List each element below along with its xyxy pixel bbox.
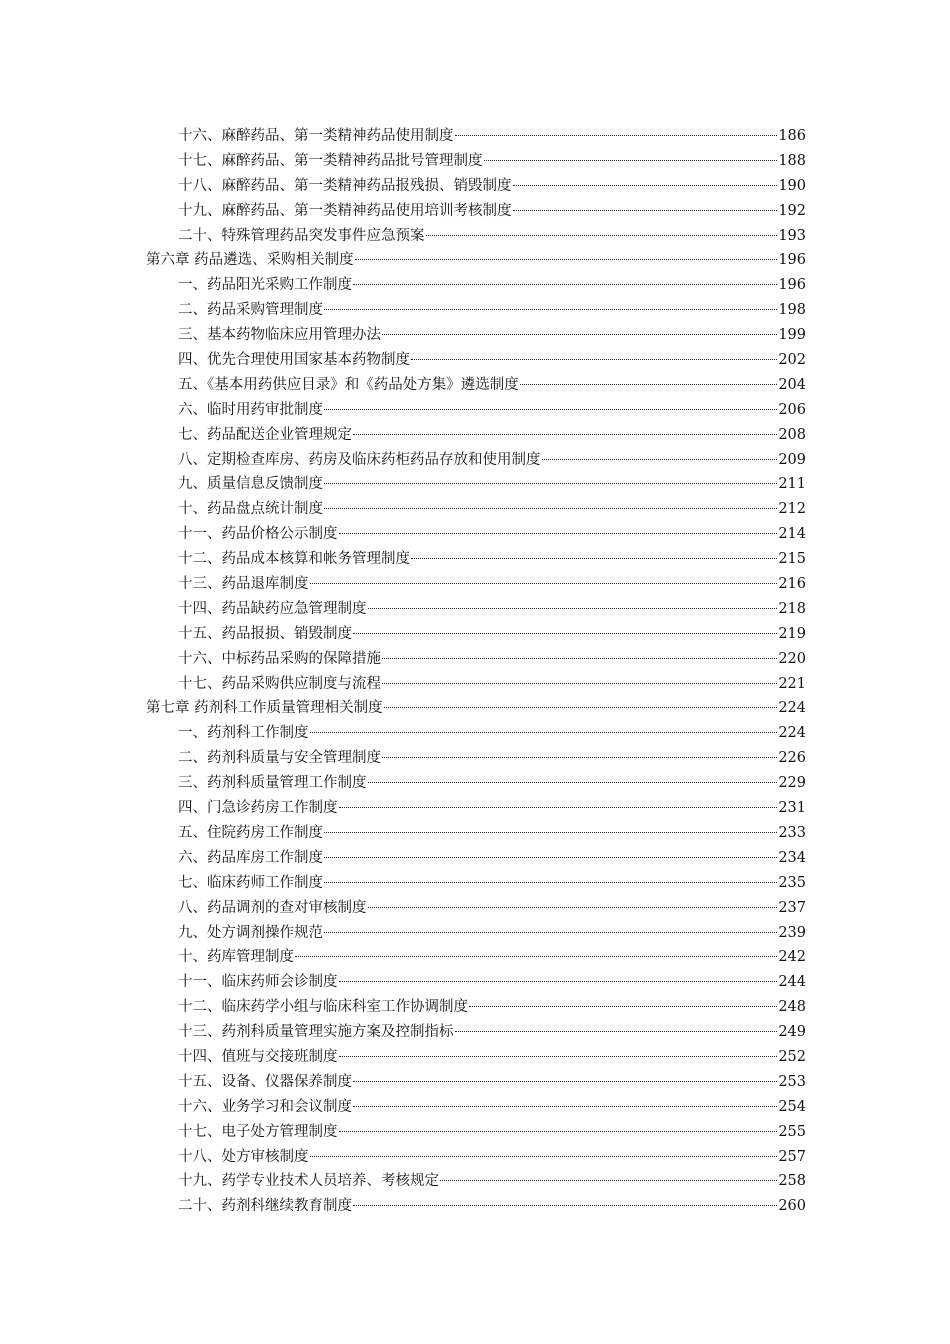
toc-dot-leader [353,434,777,435]
toc-entry-title: 六、临时用药审批制度 [178,401,323,418]
toc-section-entry[interactable] [146,945,806,970]
toc-dot-leader [324,932,777,933]
toc-section-entry[interactable] [146,323,806,348]
toc-entry-page-number: 229 [778,775,806,792]
toc-entry-title: 九、质量信息反馈制度 [178,476,323,493]
toc-entry-page-number: 190 [778,177,806,194]
toc-entry-page-number: 212 [778,501,806,518]
toc-entry-page-number: 215 [778,551,806,568]
toc-entry-title: 十一、药品价格公示制度 [178,526,338,543]
toc-dot-leader [455,1031,778,1032]
toc-dot-leader [353,1205,777,1206]
toc-entry-page-number: 239 [778,924,806,941]
toc-section-entry[interactable] [146,995,806,1020]
toc-entry-page-number: 196 [778,277,806,294]
toc-dot-leader [382,334,777,335]
toc-entry-page-number: 204 [778,376,806,393]
toc-section-entry[interactable] [146,572,806,597]
toc-section-entry[interactable] [146,448,806,473]
toc-entry-page-number: 233 [778,824,806,841]
toc-entry-title: 十一、临床药师会诊制度 [178,974,338,991]
toc-entry-title: 三、基本药物临床应用管理办法 [178,327,381,344]
toc-dot-leader [382,683,777,684]
toc-section-entry[interactable] [146,373,806,398]
toc-dot-leader [339,533,778,534]
toc-entry-title: 十七、麻醉药品、第一类精神药品批号管理制度 [178,152,483,169]
toc-entry-title: 十三、药品退库制度 [178,576,309,593]
toc-entry-title: 四、门急诊药房工作制度 [178,800,338,817]
toc-entry-title: 十二、临床药学小组与临床科室工作协调制度 [178,999,468,1016]
toc-section-entry[interactable] [146,497,806,522]
toc-section-entry[interactable] [146,1095,806,1120]
toc-dot-leader [368,907,778,908]
toc-entry-page-number: 255 [778,1123,806,1140]
toc-entry-title: 二十、药剂科继续教育制度 [178,1198,352,1215]
toc-section-entry[interactable] [146,846,806,871]
toc-entry-title: 五、《基本用药供应目录》和《药品处方集》遴选制度 [178,376,519,393]
toc-dot-leader [382,658,777,659]
toc-section-entry[interactable] [146,174,806,199]
toc-entry-title: 六、药品库房工作制度 [178,849,323,866]
toc-section-entry[interactable] [146,1120,806,1145]
toc-dot-leader [324,857,777,858]
toc-dot-leader [295,956,777,957]
toc-section-entry[interactable] [146,398,806,423]
toc-dot-leader [353,1106,777,1107]
toc-entry-title: 五、住院药房工作制度 [178,824,323,841]
toc-entry-title: 七、药品配送企业管理规定 [178,426,352,443]
toc-entry-page-number: 221 [778,675,806,692]
toc-dot-leader [368,608,778,609]
toc-entry-title: 七、临床药师工作制度 [178,874,323,891]
toc-entry-page-number: 208 [778,426,806,443]
toc-dot-leader [324,508,777,509]
toc-section-entry[interactable] [146,796,806,821]
toc-section-entry[interactable] [146,423,806,448]
toc-entry-page-number: 220 [778,650,806,667]
toc-entry-page-number: 218 [778,600,806,617]
toc-entry-page-number: 224 [778,700,806,717]
toc-dot-leader [455,135,778,136]
toc-entry-page-number: 188 [778,152,806,169]
toc-dot-leader [484,160,778,161]
toc-dot-leader [353,1081,777,1082]
toc-entry-page-number: 199 [778,327,806,344]
toc-dot-leader [513,185,778,186]
toc-entry-title: 十三、药剂科质量管理实施方案及控制指标 [178,1024,454,1041]
toc-entry-title: 三、药剂科质量管理工作制度 [178,775,367,792]
toc-entry-title: 十、药品盘点统计制度 [178,501,323,518]
toc-entry-page-number: 257 [778,1148,806,1165]
toc-dot-leader [339,1056,778,1057]
table-of-contents [146,124,806,1219]
toc-entry-title: 八、药品调剂的查对审核制度 [178,899,367,916]
toc-entry-title: 十六、麻醉药品、第一类精神药品使用制度 [178,128,454,144]
toc-section-entry[interactable] [146,896,806,921]
toc-entry-page-number: 211 [778,476,806,493]
toc-entry-title: 十六、业务学习和会议制度 [178,1098,352,1115]
toc-section-entry[interactable] [146,348,806,373]
toc-dot-leader [310,583,778,584]
toc-dot-leader [310,1156,778,1157]
toc-section-entry[interactable] [146,1045,806,1070]
toc-entry-title: 十二、药品成本核算和帐务管理制度 [178,551,410,568]
toc-entry-title: 一、药剂科工作制度 [178,725,309,742]
toc-entry-page-number: 206 [778,401,806,418]
toc-section-entry[interactable] [146,224,806,249]
toc-entry-page-number: 260 [778,1198,806,1215]
toc-section-entry[interactable] [146,672,806,697]
toc-dot-leader [353,633,777,634]
toc-section-entry[interactable] [146,472,806,497]
toc-entry-page-number: 192 [778,202,806,219]
toc-entry-page-number: 234 [778,849,806,866]
toc-entry-title: 第七章 药剂科工作质量管理相关制度 [146,700,383,717]
toc-section-entry[interactable] [146,1169,806,1194]
toc-entry-page-number: 214 [778,526,806,543]
toc-entry-title: 十四、药品缺药应急管理制度 [178,600,367,617]
toc-entry-page-number: 242 [778,949,806,966]
toc-section-entry[interactable] [146,522,806,547]
toc-section-entry[interactable] [146,821,806,846]
toc-entry-page-number: 198 [778,302,806,319]
toc-section-entry[interactable] [146,1145,806,1170]
toc-section-entry[interactable] [146,1070,806,1095]
toc-entry-page-number: 244 [778,974,806,991]
toc-entry-title: 二、药剂科质量与安全管理制度 [178,750,381,767]
toc-entry-title: 十九、药学专业技术人员培养、考核规定 [178,1173,439,1190]
toc-dot-leader [324,483,777,484]
toc-entry-page-number: 219 [778,625,806,642]
toc-dot-leader [339,1131,778,1132]
toc-dot-leader [513,210,778,211]
toc-section-entry[interactable] [146,721,806,746]
toc-entry-title: 十七、电子处方管理制度 [178,1123,338,1140]
toc-entry-page-number: 237 [778,899,806,916]
toc-section-entry[interactable] [146,124,806,149]
toc-section-entry[interactable] [146,273,806,298]
toc-dot-leader [411,359,777,360]
toc-entry-title: 十九、麻醉药品、第一类精神药品使用培训考核制度 [178,202,512,219]
toc-section-entry[interactable] [146,771,806,796]
toc-entry-title: 十五、药品报损、销毁制度 [178,625,352,642]
toc-entry-title: 十六、中标药品采购的保障措施 [178,650,381,667]
toc-entry-title: 一、药品阳光采购工作制度 [178,277,352,294]
toc-dot-leader [469,1006,777,1007]
toc-entry-page-number: 258 [778,1173,806,1190]
toc-entry-title: 十八、麻醉药品、第一类精神药品报残损、销毁制度 [178,177,512,194]
toc-dot-leader [542,459,778,460]
toc-section-entry[interactable] [146,622,806,647]
toc-entry-title: 八、定期检查库房、药房及临床药柜药品存放和使用制度 [178,451,541,468]
toc-entry-page-number: 226 [778,750,806,767]
toc-entry-title: 二十、特殊管理药品突发事件应急预案 [178,227,425,244]
toc-dot-leader [339,981,778,982]
toc-dot-leader [384,707,778,708]
toc-entry-title: 第六章 药品遴选、采购相关制度 [146,252,354,269]
toc-dot-leader [324,882,777,883]
toc-section-entry[interactable] [146,199,806,224]
toc-dot-leader [324,309,777,310]
toc-dot-leader [353,284,777,285]
toc-dot-leader [426,235,778,236]
toc-entry-page-number: 216 [778,576,806,593]
toc-entry-title: 十、药库管理制度 [178,949,294,966]
toc-section-entry[interactable] [146,1020,806,1045]
toc-entry-page-number: 224 [778,725,806,742]
toc-section-entry[interactable] [146,597,806,622]
toc-entry-title: 二、药品采购管理制度 [178,302,323,319]
toc-section-entry[interactable] [146,970,806,995]
toc-section-entry[interactable] [146,871,806,896]
toc-section-entry[interactable] [146,149,806,174]
toc-entry-page-number: 253 [778,1073,806,1090]
toc-section-entry[interactable] [146,547,806,572]
toc-entry-page-number: 186 [778,128,806,144]
toc-entry-title: 十七、药品采购供应制度与流程 [178,675,381,692]
toc-entry-title: 十五、设备、仪器保养制度 [178,1073,352,1090]
toc-entry-title: 十八、处方审核制度 [178,1148,309,1165]
toc-dot-leader [368,782,778,783]
toc-entry-title: 九、处方调剂操作规范 [178,924,323,941]
toc-section-entry[interactable] [146,1194,806,1219]
toc-dot-leader [355,259,778,260]
toc-entry-page-number: 254 [778,1098,806,1115]
toc-dot-leader [324,832,777,833]
toc-section-entry[interactable] [146,746,806,771]
toc-entry-page-number: 248 [778,999,806,1016]
toc-chapter-entry[interactable] [146,248,806,273]
toc-section-entry[interactable] [146,647,806,672]
toc-dot-leader [411,558,777,559]
toc-dot-leader [520,384,778,385]
toc-entry-page-number: 252 [778,1048,806,1065]
toc-entry-page-number: 231 [778,800,806,817]
toc-entry-page-number: 202 [778,352,806,369]
toc-entry-page-number: 235 [778,874,806,891]
toc-dot-leader [339,807,778,808]
toc-entry-title: 十四、值班与交接班制度 [178,1048,338,1065]
toc-section-entry[interactable] [146,921,806,946]
toc-entry-page-number: 196 [778,252,806,269]
toc-entry-page-number: 249 [778,1024,806,1041]
toc-dot-leader [382,757,777,758]
toc-chapter-entry[interactable] [146,696,806,721]
toc-entry-page-number: 209 [778,451,806,468]
toc-dot-leader [310,732,778,733]
toc-section-entry[interactable] [146,298,806,323]
toc-entry-title: 四、优先合理使用国家基本药物制度 [178,352,410,369]
toc-entry-page-number: 193 [778,227,806,244]
toc-dot-leader [440,1180,777,1181]
toc-dot-leader [324,409,777,410]
